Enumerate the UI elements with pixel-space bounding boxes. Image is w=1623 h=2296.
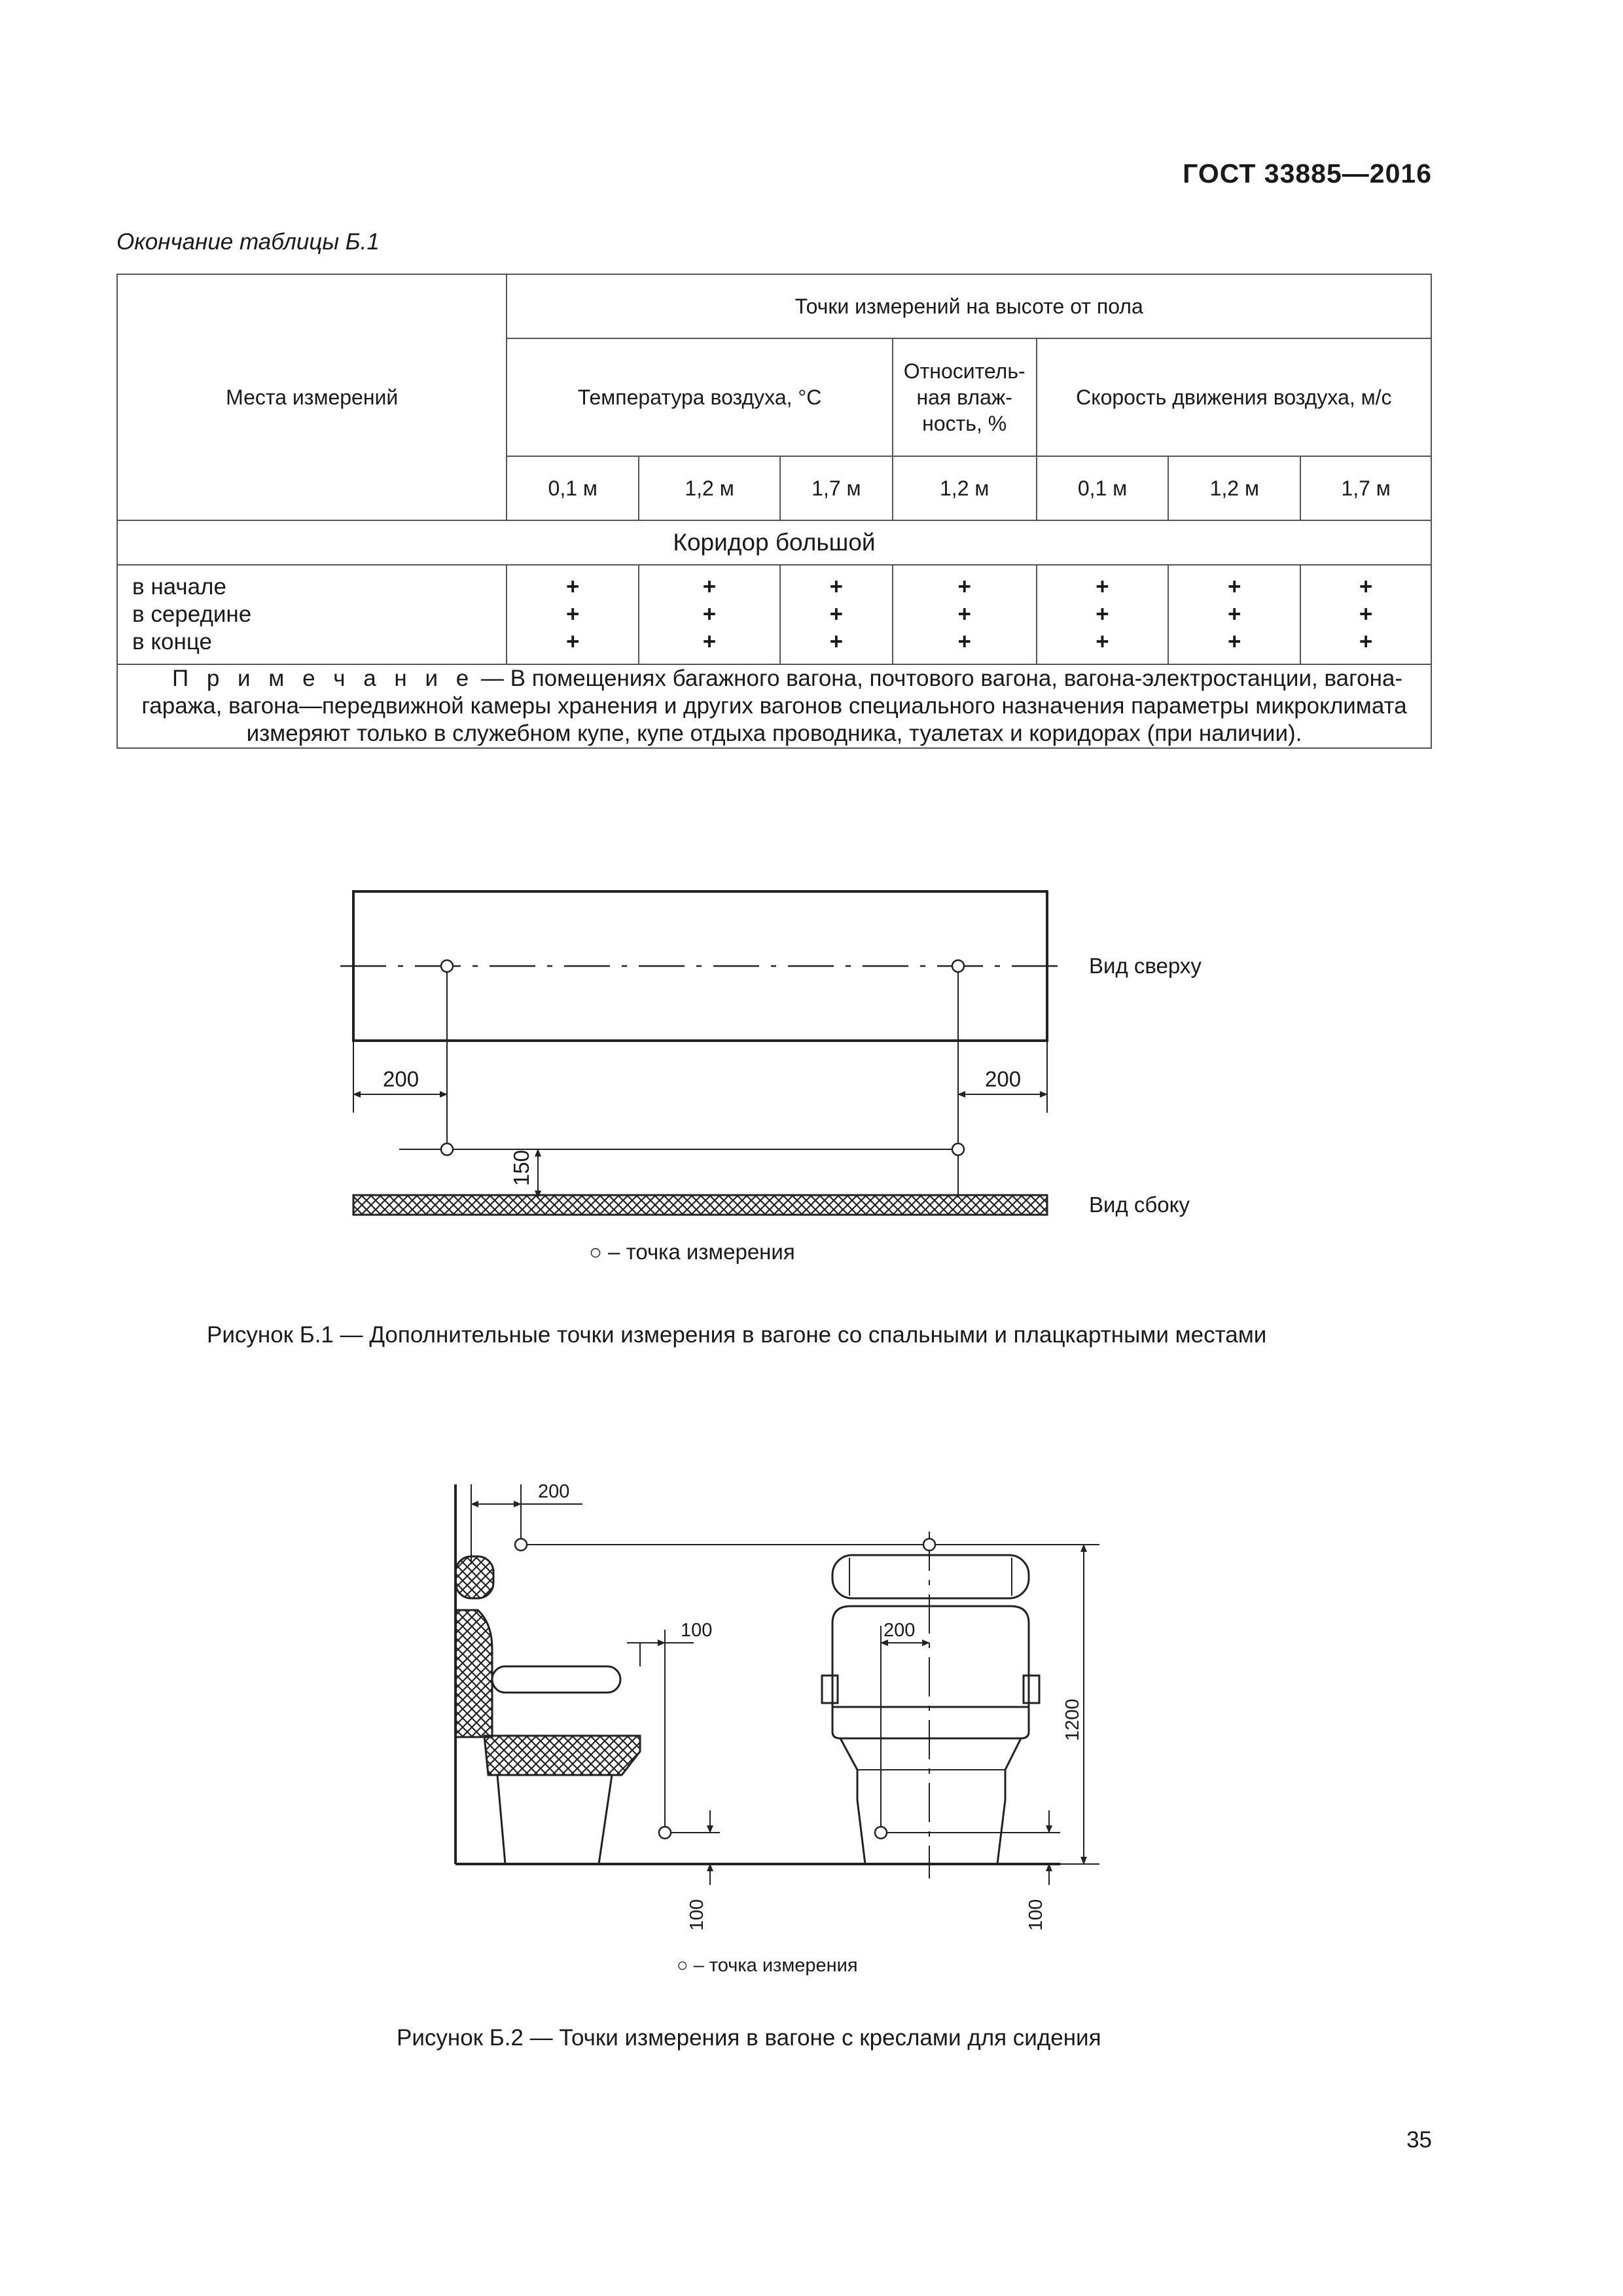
dimension-label: 200 [883, 1620, 916, 1641]
place-label: в середине [132, 601, 252, 627]
dimension-label: 150 [509, 1149, 533, 1186]
humidity-line: Относитель- [903, 359, 1026, 383]
humidity-line: ность, % [922, 412, 1007, 435]
view-label-side: Вид сбоку [1089, 1193, 1190, 1217]
section-title: Коридор большой [117, 520, 1431, 565]
floor-hatch [353, 1195, 1047, 1215]
height-cell: 1,2 м [893, 456, 1037, 520]
front-seat-back [832, 1606, 1029, 1738]
side-seat-back [455, 1610, 492, 1737]
measurement-point [659, 1827, 671, 1839]
front-seat-base [840, 1738, 1021, 1864]
marks-cell: + + + [893, 565, 1037, 664]
measurement-point [875, 1827, 887, 1839]
figure-legend: ○ – точка измерения [589, 1240, 795, 1264]
height-cell: 1,2 м [1168, 456, 1300, 520]
measurement-point [441, 960, 453, 972]
figure-legend: ○ – точка измерения [677, 1955, 858, 1976]
header-points: Точки измерений на высоте от пола [507, 274, 1431, 338]
measurement-point [441, 1143, 453, 1155]
height-cell: 0,1 м [1037, 456, 1169, 520]
note-prefix: П р и м е ч а н и е [171, 666, 475, 691]
front-armrest [1024, 1676, 1039, 1703]
note-text: — В помещениях багажного вагона, почтового вагона, вагона-электростанции, вагона-гаража, вагона—передвижной камеры хранения и других вагонов специального назначения параметры микроклимата измеряют только в служебном купе, купе отдыха проводника, туалетах и коридорах (при наличии). [141, 666, 1407, 746]
header-places: Места измерений [117, 274, 507, 520]
dimension-label: 100 [687, 1899, 707, 1931]
dimension-label: 200 [985, 1067, 1022, 1091]
measurement-point [952, 1143, 964, 1155]
marks-cell: + + + [639, 565, 780, 664]
front-headrest [832, 1555, 1029, 1598]
page-number: 35 [1406, 2127, 1432, 2153]
figure-b2 [455, 1484, 1099, 1885]
figure-caption-b1: Рисунок Б.1 — Дополнительные точки измерения в вагоне со спальными и плацкартными местами [207, 1322, 1267, 1348]
measurement-point [952, 960, 964, 972]
dimension-label: 1200 [1062, 1698, 1083, 1741]
header-temperature: Температура воздуха, °С [507, 338, 892, 456]
dimension-label: 100 [681, 1620, 713, 1641]
height-cell: 1,2 м [639, 456, 780, 520]
measurement-point [515, 1539, 527, 1551]
side-headrest [455, 1556, 493, 1598]
marks-cell: + + + [507, 565, 639, 664]
marks-cell: + + + [1168, 565, 1300, 664]
dimension-label: 200 [383, 1067, 419, 1091]
front-armrest [822, 1676, 838, 1703]
side-seat-base [497, 1775, 612, 1864]
place-label: в начале [132, 574, 226, 600]
side-seat-cushion [484, 1736, 640, 1775]
humidity-line: ная влаж- [916, 386, 1012, 409]
marks-cell: + + + [1037, 565, 1169, 664]
height-cell: 1,7 м [1300, 456, 1431, 520]
view-label-top: Вид сверху [1089, 954, 1202, 978]
armrest [492, 1666, 620, 1693]
document-code: ГОСТ 33885—2016 [1183, 158, 1432, 188]
figure-caption-b2: Рисунок Б.2 — Точки измерения в вагоне с креслами для сидения [397, 2025, 1101, 2051]
header-air-speed: Скорость движения воздуха, м/с [1037, 338, 1431, 456]
measurement-point [923, 1539, 935, 1551]
dimension-label: 100 [1026, 1899, 1046, 1931]
marks-cell: + + + [780, 565, 893, 664]
height-cell: 0,1 м [507, 456, 639, 520]
dimension-label: 200 [538, 1481, 570, 1502]
table-caption: Окончание таблицы Б.1 [116, 229, 380, 255]
height-cell: 1,7 м [780, 456, 893, 520]
marks-cell: + + + [1300, 565, 1431, 664]
figure-b1 [340, 891, 1060, 1215]
place-label: в конце [132, 629, 212, 655]
